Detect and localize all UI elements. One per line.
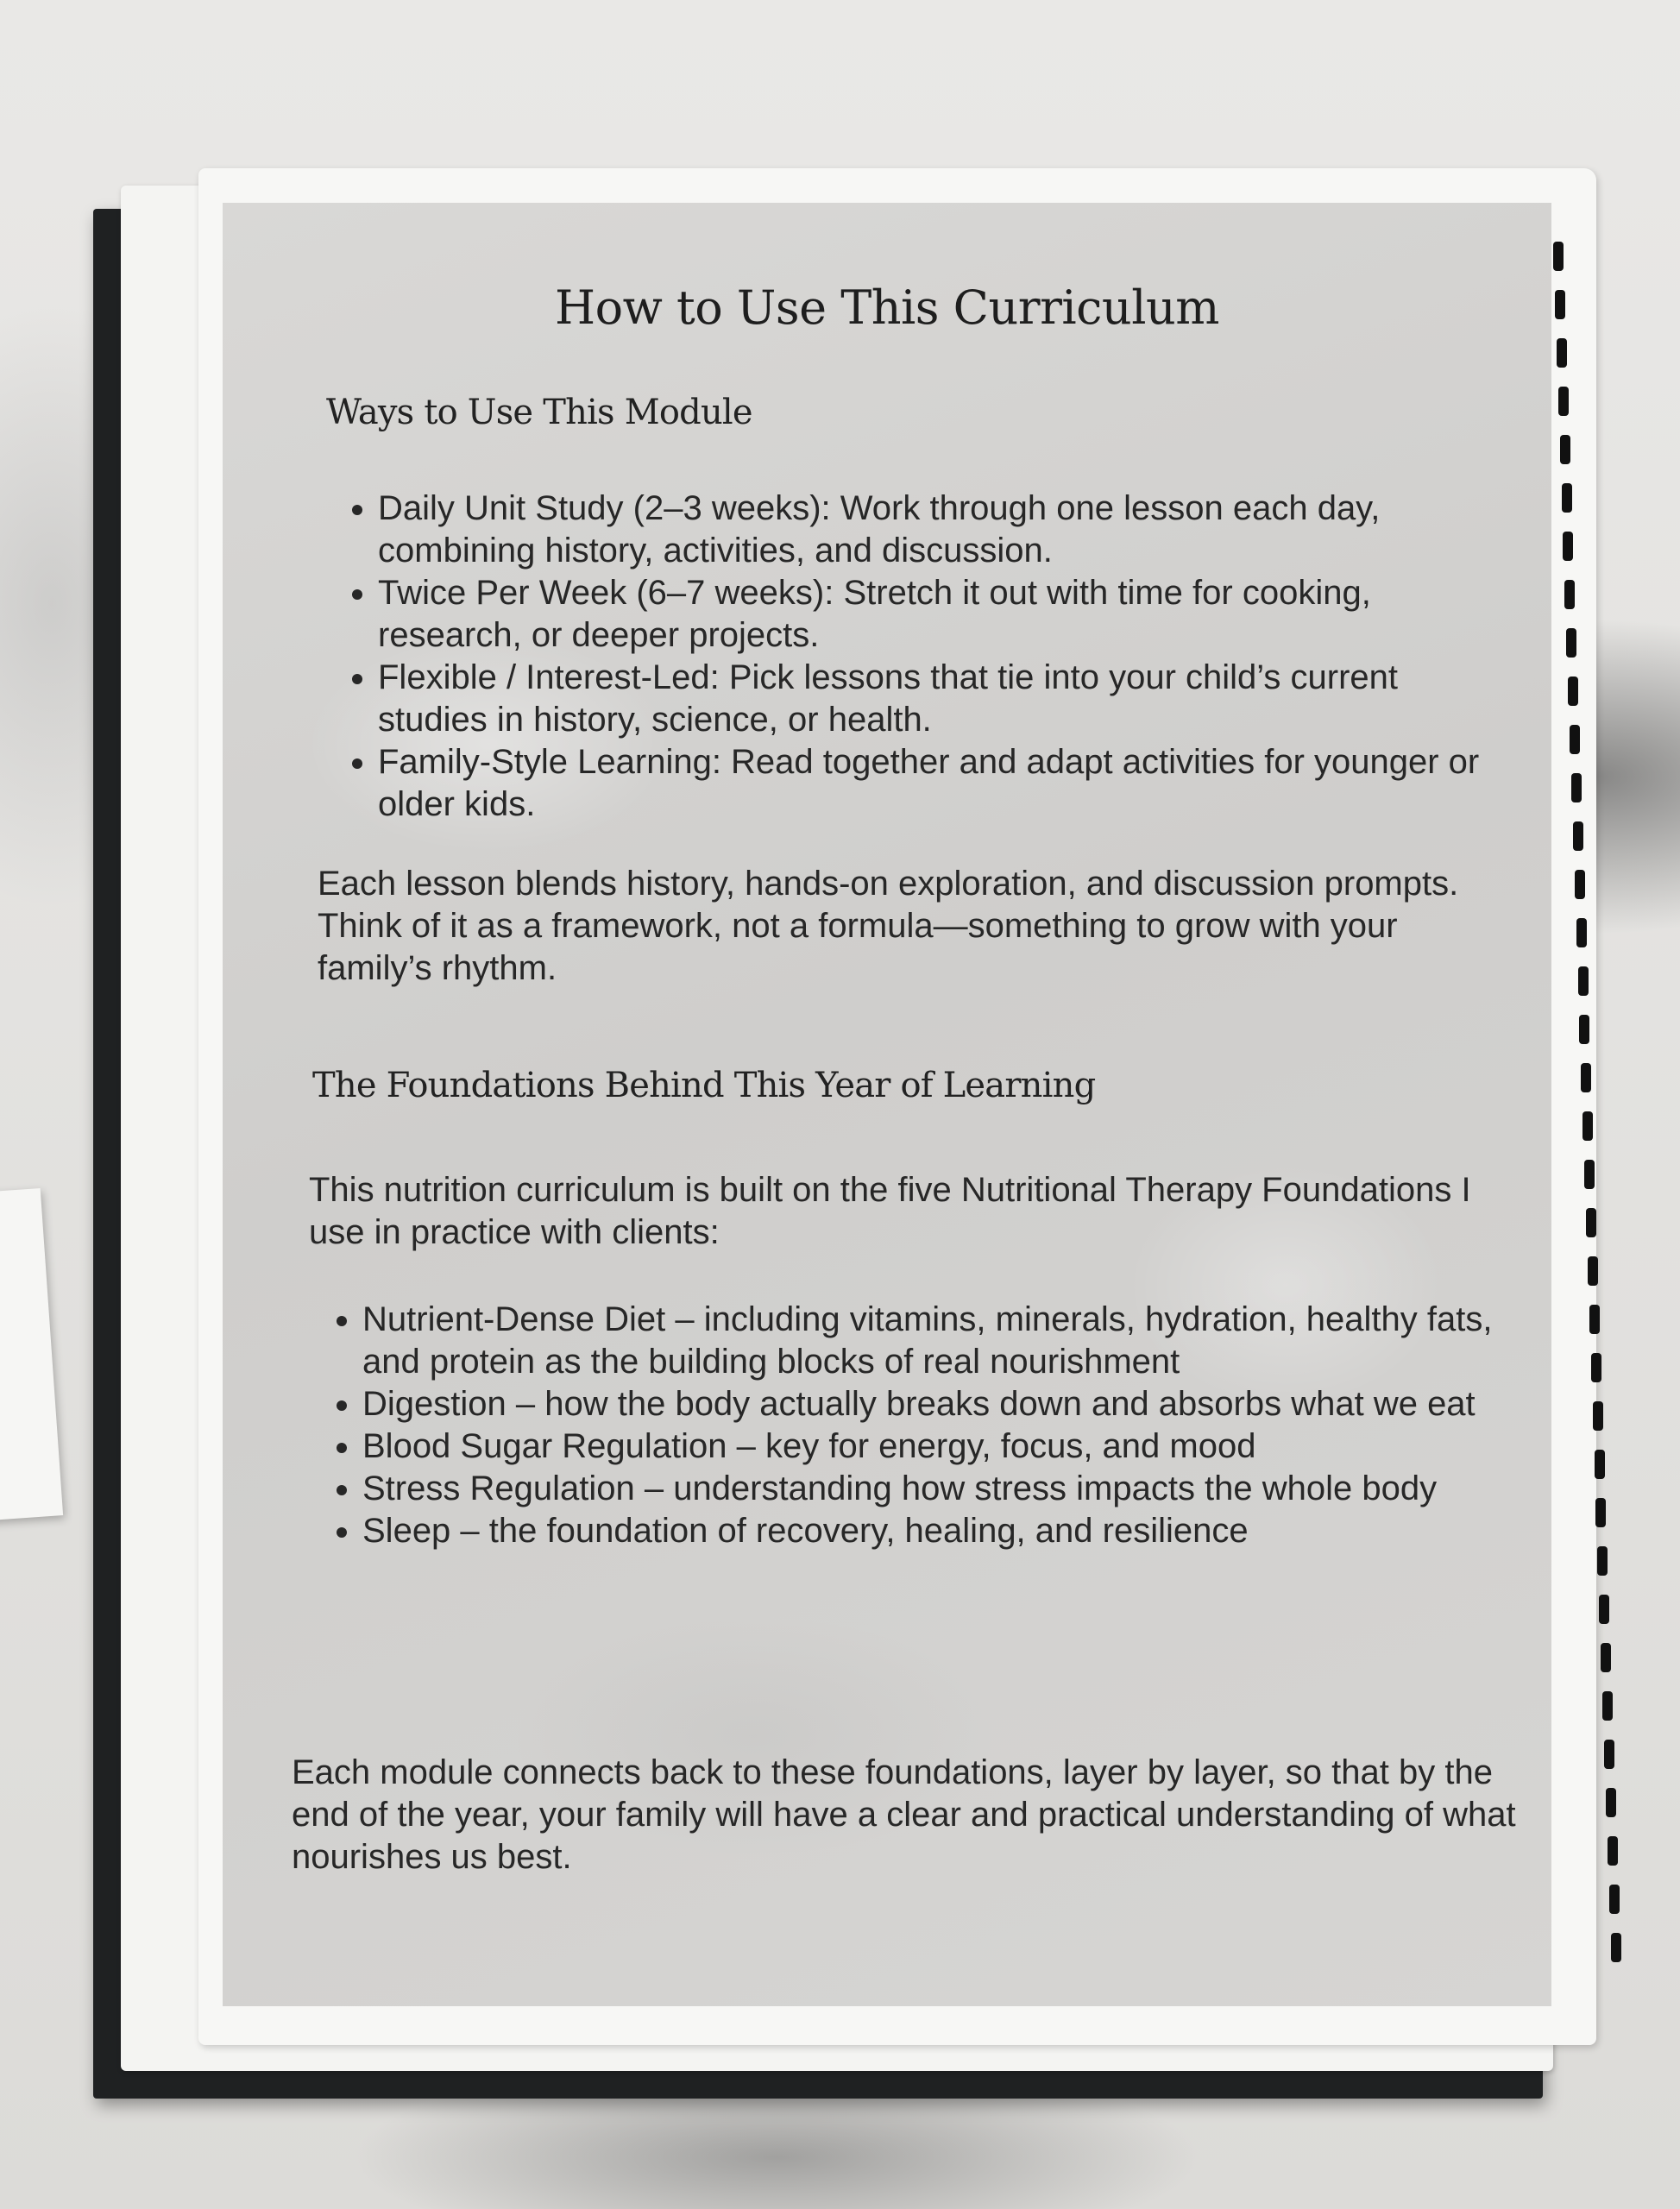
list-item: • Blood Sugar Regulation – key for energy, focus, and mood (362, 1425, 1501, 1468)
spiral-coil (1611, 1933, 1621, 1962)
spiral-coil (1599, 1595, 1609, 1624)
spiral-coil (1609, 1885, 1620, 1914)
spiral-coil (1581, 1063, 1591, 1092)
spiral-coil (1593, 1401, 1603, 1431)
list-item: • Nutrient-Dense Diet – including vitamins, minerals, hydration, healthy fats, and protein as the building blocks of real nourishment (362, 1299, 1501, 1383)
foundations-intro: This nutrition curriculum is built on the five Nutritional Therapy Foundations I use in practice with clients: (309, 1171, 1471, 1251)
spiral-coil (1558, 387, 1569, 416)
spiral-coil (1588, 1256, 1598, 1286)
list-item: • Daily Unit Study (2–3 weeks): Work through one lesson each day, combining history, activities, and discussion. (378, 488, 1482, 572)
section-heading-foundations: The Foundations Behind This Year of Learning (312, 1066, 1096, 1105)
spiral-coil (1591, 1353, 1601, 1382)
list-item: • Stress Regulation – understanding how stress impacts the whole body (362, 1468, 1501, 1510)
list-item: • Sleep – the foundation of recovery, healing, and resilience (362, 1510, 1501, 1552)
list-item: • Family-Style Learning: Read together and adapt activities for younger or older kids. (378, 741, 1482, 826)
spiral-coil (1608, 1836, 1618, 1866)
spiral-binding (1553, 242, 1622, 1985)
spiral-coil (1568, 677, 1578, 706)
spiral-coil (1606, 1788, 1616, 1817)
spiral-coil (1575, 870, 1585, 899)
spiral-coil (1560, 435, 1570, 464)
spiral-coil (1557, 338, 1567, 368)
spiral-coil (1595, 1498, 1606, 1527)
curriculum-page (223, 203, 1551, 2006)
spiral-coil (1589, 1305, 1600, 1334)
lesson-paragraph: Each lesson blends history, hands-on exploration, and discussion prompts. Think of it as a framework, not a formula—something to grow with your family’s rhythm. (318, 865, 1459, 987)
spiral-coil (1564, 580, 1575, 609)
list-item: • Twice Per Week (6–7 weeks): Stretch it out with time for cooking, research, or deeper projects. (378, 572, 1482, 657)
spiral-coil (1595, 1450, 1605, 1479)
list-item: • Flexible / Interest-Led: Pick lessons that tie into your child’s current studies in history, science, or health. (378, 657, 1482, 741)
spiral-coil (1584, 1160, 1595, 1189)
closing-paragraph: Each module connects back to these foundations, layer by layer, so that by the end of the year, your family will have a clear and practical understanding of what nourishes us best. (292, 1753, 1516, 1876)
spiral-coil (1576, 918, 1587, 947)
section-heading-ways: Ways to Use This Module (326, 393, 752, 432)
spiral-coil (1570, 725, 1580, 754)
spiral-coil (1602, 1691, 1613, 1721)
loose-paper-stack (0, 1188, 63, 1521)
spiral-coil (1597, 1546, 1608, 1576)
spiral-coil (1553, 242, 1564, 271)
foundations-list (312, 1299, 1501, 1552)
ways-list (328, 488, 1482, 826)
spiral-coil (1579, 1015, 1589, 1044)
spiral-coil (1604, 1740, 1614, 1769)
spiral-coil (1582, 1111, 1593, 1141)
spiral-coil (1578, 966, 1589, 996)
page-title: How to Use This Curriculum (555, 280, 1219, 335)
spiral-coil (1601, 1643, 1611, 1672)
spiral-coil (1571, 773, 1582, 802)
spiral-coil (1573, 821, 1583, 851)
list-item: • Digestion – how the body actually breaks down and absorbs what we eat (362, 1383, 1501, 1425)
spiral-coil (1566, 628, 1576, 658)
spiral-coil (1586, 1208, 1596, 1237)
spiral-coil (1562, 483, 1572, 513)
spiral-coil (1555, 290, 1565, 319)
spiral-coil (1563, 532, 1573, 561)
